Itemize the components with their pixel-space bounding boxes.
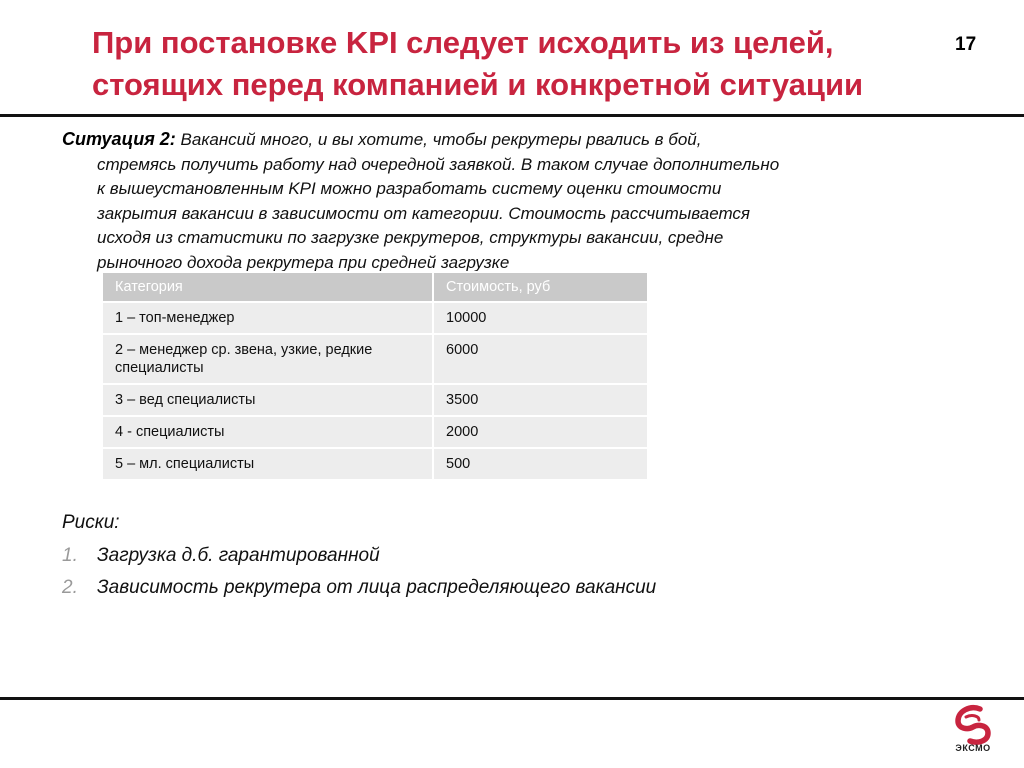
table-row bbox=[102, 416, 648, 448]
table-row bbox=[102, 302, 648, 334]
situation-text-6: рыночного дохода рекрутера при средней загрузке bbox=[97, 252, 510, 272]
cost-cell: 10000 bbox=[433, 302, 648, 334]
eksmo-logo-icon bbox=[946, 703, 1000, 763]
situation-label: Ситуация 2: bbox=[62, 129, 176, 149]
list-text: Загрузка д.б. гарантированной bbox=[97, 545, 380, 566]
slide-number: 17 bbox=[955, 34, 977, 55]
footer-divider bbox=[0, 697, 1024, 700]
situation-text-3: к вышеустановленным KPI можно разработать систему оценки стоимости bbox=[97, 179, 722, 198]
risks-list bbox=[62, 540, 656, 604]
header-divider bbox=[0, 114, 1024, 117]
table-header-row bbox=[102, 272, 648, 302]
situation-text-4: закрытия вакансии в зависимости от категории. Стоимость рассчитывается bbox=[97, 203, 751, 223]
header-cost: Стоимость, руб bbox=[433, 272, 648, 302]
category-cell: 1 – топ-менеджер bbox=[102, 302, 433, 334]
table-row bbox=[102, 334, 648, 384]
slide-title-line-1: При постановке KPI следует исходить из целей, bbox=[92, 25, 834, 60]
header-category: Категория bbox=[102, 272, 433, 302]
list-number: 1. bbox=[62, 545, 78, 566]
situation-text-5: исходя из статистики по загрузке рекрутеров, структуры вакансии, средне bbox=[97, 228, 724, 247]
cost-cell: 6000 bbox=[433, 334, 648, 384]
situation-line-1 bbox=[62, 127, 922, 153]
slide-title bbox=[92, 22, 952, 106]
logo-text: ЭКСМО bbox=[955, 743, 991, 753]
risks-label: Риски: bbox=[62, 512, 120, 533]
category-cell: 2 – менеджер ср. звена, узкие, редкие специалисты bbox=[102, 334, 433, 384]
list-item bbox=[62, 572, 656, 604]
situation-paragraph bbox=[62, 127, 922, 275]
category-cell: 5 – мл. специалисты bbox=[102, 448, 433, 480]
category-cell: 4 - специалисты bbox=[102, 416, 433, 448]
cost-cell: 500 bbox=[433, 448, 648, 480]
table-row bbox=[102, 384, 648, 416]
situation-text-2: стремясь получить работу над очередной заявкой. В таком случае дополнительно bbox=[97, 154, 780, 174]
list-item bbox=[62, 540, 656, 572]
cost-cell: 3500 bbox=[433, 384, 648, 416]
category-cell: 3 – вед специалисты bbox=[102, 384, 433, 416]
list-text: Зависимость рекрутера от лица распределяющего вакансии bbox=[97, 577, 657, 598]
situation-text-1: Вакансий много, и вы хотите, чтобы рекрутеры рвались в бой, bbox=[180, 130, 702, 149]
list-number: 2. bbox=[62, 577, 78, 598]
slide-title-line-2: стоящих перед компанией и конкретной ситуации bbox=[92, 67, 864, 102]
cost-table bbox=[101, 271, 649, 481]
table-row bbox=[102, 448, 648, 480]
cost-cell: 2000 bbox=[433, 416, 648, 448]
